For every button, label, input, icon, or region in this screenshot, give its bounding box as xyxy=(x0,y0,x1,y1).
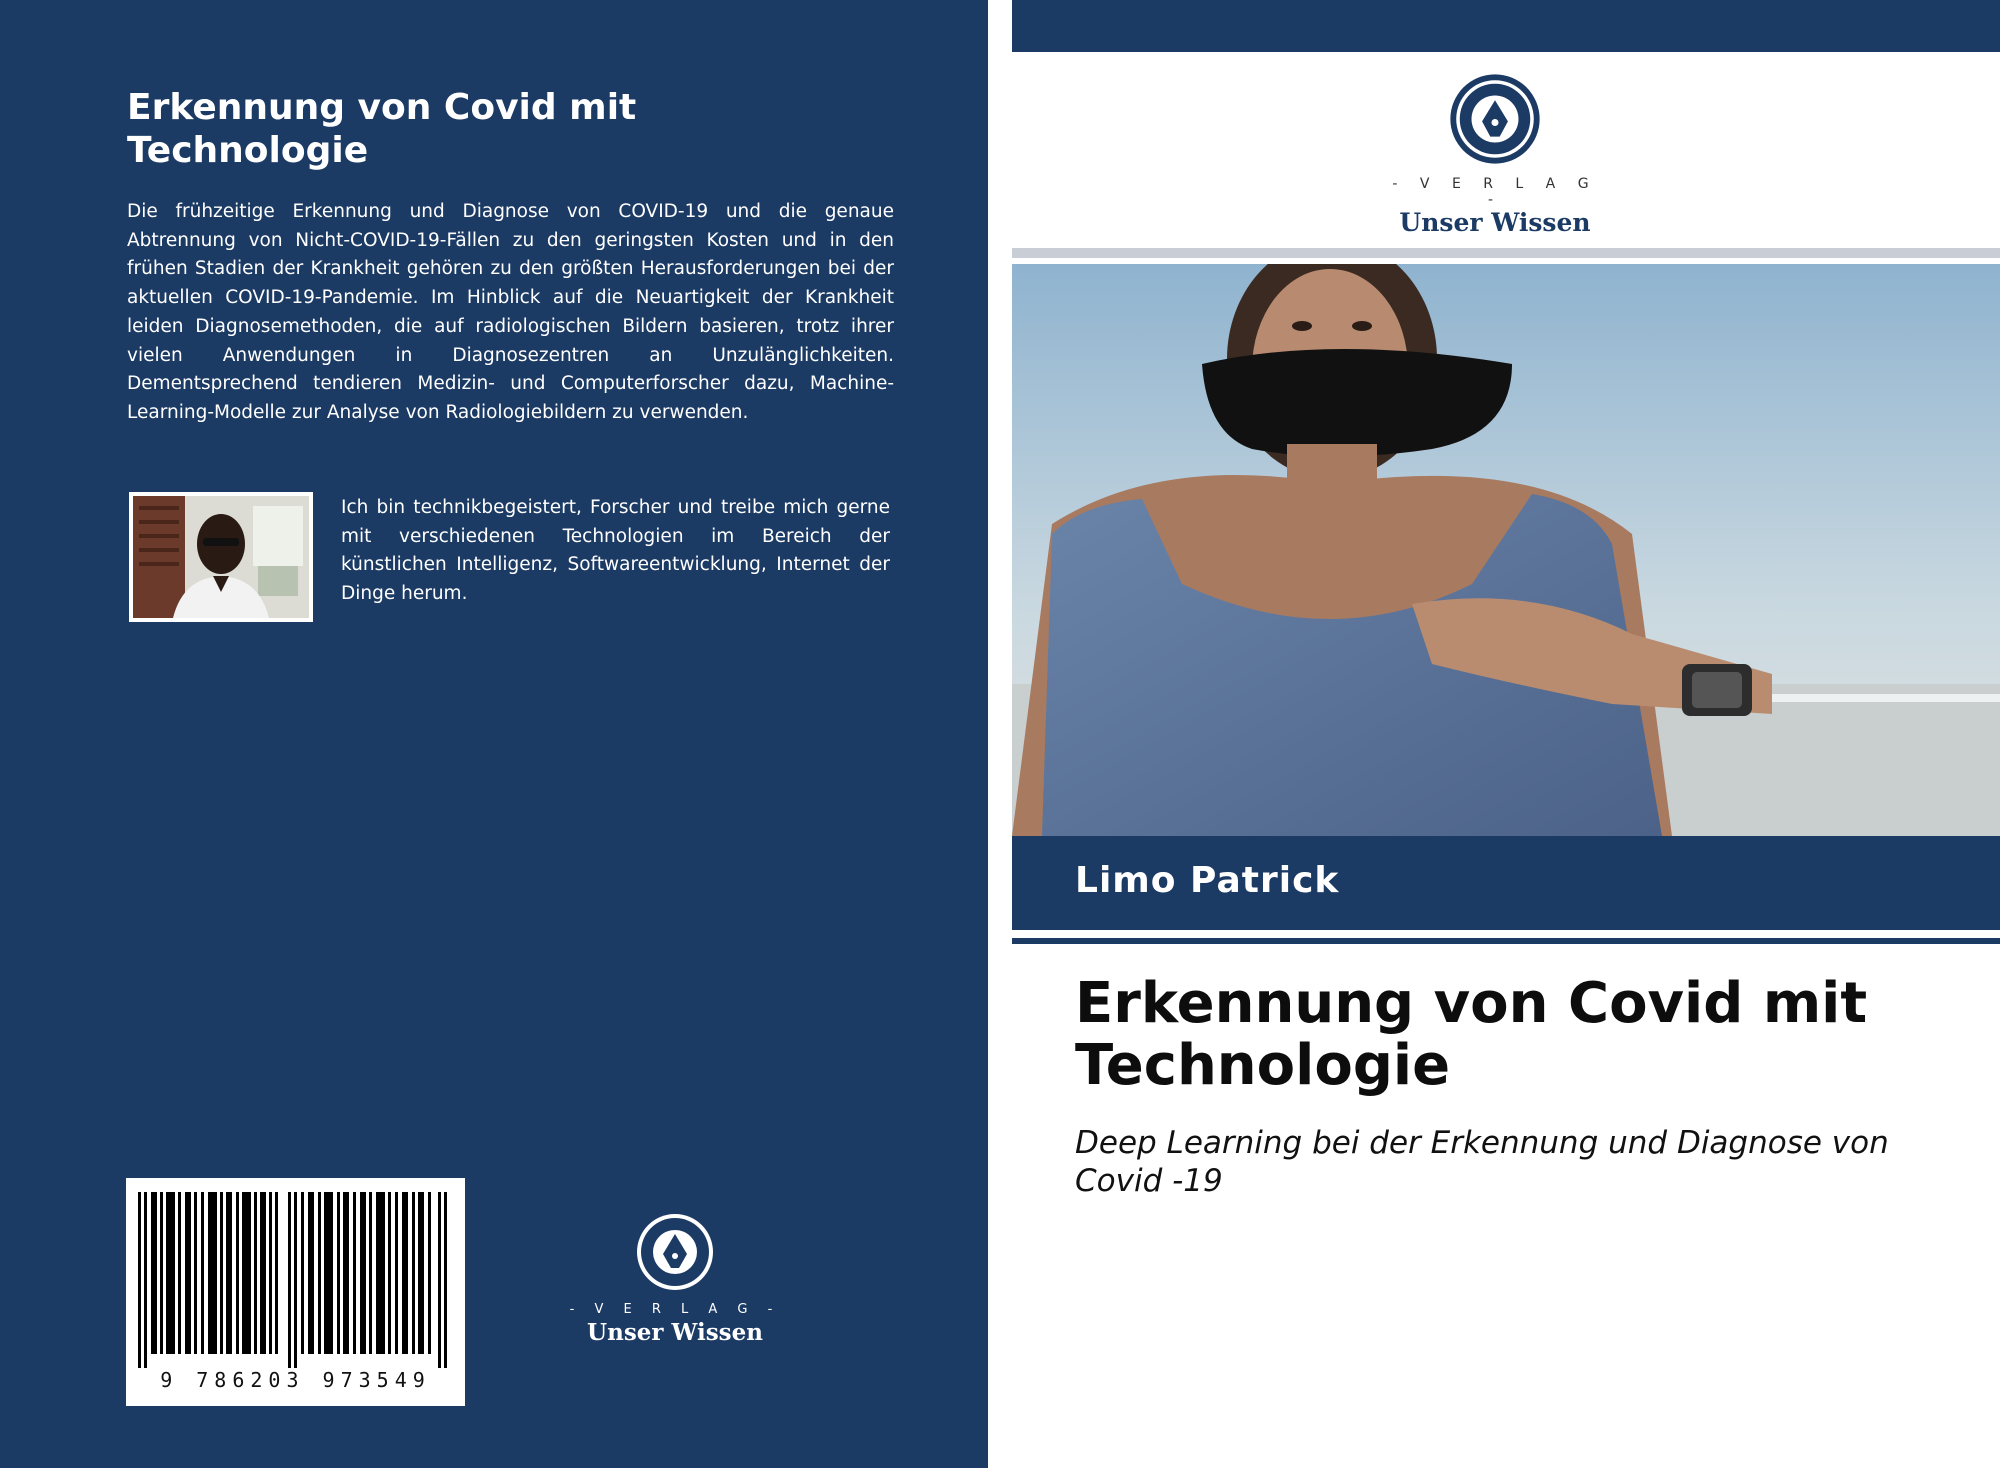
isbn-barcode xyxy=(126,1178,465,1406)
back-publisher-logo xyxy=(560,1212,790,1362)
verlag-label: - V E R L A G - xyxy=(1392,176,1598,208)
front-publisher-logo xyxy=(1380,72,1610,237)
verlag-label: - V E R L A G - xyxy=(569,1302,781,1317)
publisher-seal-icon xyxy=(635,1212,715,1292)
barcode-bars xyxy=(138,1192,453,1368)
author-name: Limo Patrick xyxy=(1075,860,1340,901)
author-bio: Ich bin technikbegeistert, Forscher und treibe mich gerne mit verschiedenen Technologien im Bereich der künstlichen Intelligenz, Softwareentwicklung, Internet der Dinge herum. xyxy=(341,497,890,605)
back-cover-blurb: Die frühzeitige Erkennung und Diagnose von COVID-19 und die genaue Abtrennung von Nicht-COVID-19-Fällen zu den geringsten Kosten und in den frühen Stadien der Krankheit gehören zu den größten Herausforderungen bei der aktuellen COVID-19-Pandemie. Im Hinblick auf die Neuartigkeit der Krankheit leiden Diagnosemethoden, die auf radiologischen Bildern basieren, trotz ihrer vielen Anwendungen in Diagnosezentren an Unzulänglichkeiten. Dementsprechend tendieren Medizin- und Computerforscher dazu, Machine-Learning-Modelle zur Analyse von Radiologiebildern zu verwenden. xyxy=(127,201,894,423)
front-cover-title: Erkennung von Covid mit Technologie xyxy=(1075,971,1868,1098)
publisher-brand: Unser Wissen xyxy=(587,1319,763,1346)
spine xyxy=(988,0,1012,1468)
front-cover-subtitle: Deep Learning bei der Erkennung und Diagnose von Covid -19 xyxy=(1075,1125,1889,1199)
divider-blue xyxy=(1012,938,2000,944)
back-cover-title: Erkennung von Covid mit Technologie xyxy=(127,87,637,171)
divider-grey xyxy=(1012,248,2000,258)
publisher-seal-icon xyxy=(1448,72,1542,166)
back-cover xyxy=(0,0,988,1468)
author-band xyxy=(1012,836,2000,930)
cover-photo-runner-with-mask xyxy=(1012,264,2000,836)
isbn-digits: 9 786203 973549 xyxy=(160,1368,431,1392)
author-photo xyxy=(129,492,313,622)
publisher-brand: Unser Wissen xyxy=(1399,208,1591,237)
front-top-bar xyxy=(1012,0,2000,52)
